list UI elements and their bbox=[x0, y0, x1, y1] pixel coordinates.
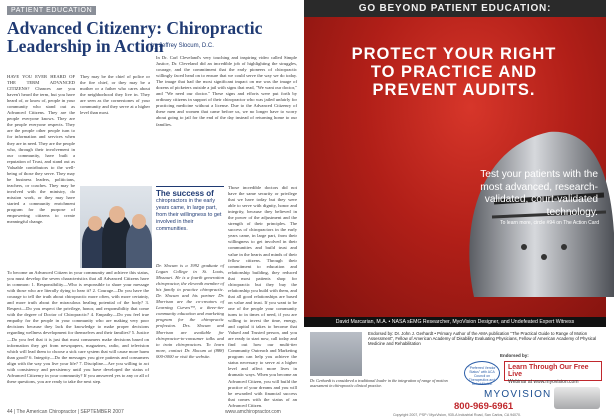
column-1b-text: To become an Advanced Citizen in your community and achieve this status, you must develop the seven characteristics that all Advanced Citizens have in common: 1. Responsibility—Who is responsible to share your message with those who are literally dying to hear it? 2. Courage—Do you have the courage to tell the truth about chiropractic more often, with more certainty, and more truth about the miraculous healing potential of the body? 3. Respect—Do you respect the privilege, honor, and responsibility that come with the degree of Doctor of Chiropractic? 4. Empathy—Do you feel true empathy for the people in your community who are making very poor decisions because they lack the knowledge to make proper decisions regarding wellness development for themselves and their families? 5. Justice—Do you feel that it is just that most consumers make decisions based on information they get from newspapers, magazines, radio, and television which will lead them to choose a sick care system that will cause more harm than good? 6. Integrity—Do the messages you give patients and consumers align with the way you live your life? 7. Discipline—Are you willing to act with consistency and persistency until you have developed the status of Advanced Citizenry in your community? If you answered yes to any or all of these questions, you are ready to take the next step. bbox=[7, 270, 149, 384]
ad-call-to-action: To learn more, circle #94 on The Action Card bbox=[500, 220, 599, 226]
phone-number[interactable]: 800-969-6961 bbox=[454, 401, 514, 412]
doctors-photo bbox=[80, 186, 152, 268]
webinar-headline: Learn Through Our Free Live bbox=[508, 364, 589, 378]
doctor-portrait bbox=[310, 332, 362, 376]
endorsement-text: Endorsed by: Dr. John J. Gerhardt • Primary Author of the AMA publication "The Practical Guide to Range of Motion Assessment", Fellow of American Academy of Disability Evaluating Physicians, Fellow of American Academy of Physical Medicine and Rehabilitation bbox=[368, 331, 597, 347]
column-2-text: They may be the chief of police or the fire chief, or they may be a mother or a father who cares about the neighborhood they live in. They are seen as the cornerstones of your community and they serve at a higher level than most. bbox=[80, 74, 150, 116]
article-column-3 bbox=[156, 55, 297, 185]
doctor-quote: Dr. Gerhardt is considered a traditional leader in the integration of range of motion assessment in chiropractic clinical practice. bbox=[310, 378, 448, 389]
article-column-4 bbox=[228, 185, 297, 408]
ad-headline: PROTECT YOUR RIGHT TO PRACTICE AND PREVENT AUDITS. bbox=[351, 45, 557, 99]
pull-quote-lead: The success of bbox=[156, 189, 214, 198]
article-column-1-continued bbox=[7, 270, 149, 404]
author-bio bbox=[156, 263, 224, 404]
webinar-box[interactable] bbox=[504, 361, 602, 385]
emg-device-image bbox=[554, 387, 600, 409]
advertisement-page bbox=[304, 0, 606, 420]
column-4-text: Those incredible doctors did not have the same security or privilege that we have today but they were able to serve with dignity, honor and integrity, because they believed in the power of the adjustment and the strength of their principles. The success of chiropractors in the early years came, in large part, from their willingness to get involved in their communities and build trust and value in the hearts and minds of their fellow citizens. Through their commitment to education and relationship building, they reduced that most patients shop for chiropractic but they buy the relationship you build with them, and that all good relationships are based on value and trust. If you want to be one of the people your community turns to in times of need, if you are willing to invest the time, energy, and capital it takes to become that Valued and Trusted person, and you are ready to start now, call today and find out how our multi-tier Community Outreach and Marketing program can help you achieve the status necessary to serve at a higher level and affect more lives in dramatic ways. When you become an Advanced Citizen, you will build the practice of your dreams and you will be rewarded with financial success that comes with the status of an Advanced Citizen. bbox=[228, 185, 297, 408]
section-tag: PATIENT EDUCATION bbox=[7, 6, 96, 15]
myovision-logo: MYOVISION bbox=[484, 389, 552, 400]
ad-bottom-panel bbox=[304, 327, 606, 420]
aca-vendor-badge: "Preferred Vendor Status" with ACA Council on Therapeutics and Rehabilitation bbox=[464, 361, 500, 385]
article-column-1 bbox=[7, 74, 75, 270]
ad-copyright: Copyright 2007, PSP / MyoVision, 935-A Industrial Road, San Carlos, CA 94070. bbox=[392, 413, 522, 417]
article-column-2 bbox=[80, 74, 150, 184]
article-page bbox=[0, 0, 302, 420]
column-1-text: HAVE YOU EVER HEARD OF THE TERM ADVANCED CITIZENS? Chances are you haven't heard the term, but you have heard of, or know of, people in your community who stand out as Advanced Citizens. They are the people everyone knows. They are the people everyone respects. They are the people other people turn to for information and services when they are in need. They are the people who, through their involvement in our community, have built a reputation of Trust, and stand out as Valuable contributors to the well-being of those they serve. They may be business leaders, politicians, teachers, or coaches. They may be involved with the ministry, do mission work, or they may have started a community enrichment program for the purpose of empowering citizens to create meaningful change. bbox=[7, 74, 75, 225]
footer-url: www.amchiropractor.com bbox=[225, 409, 281, 415]
ad-hero-image bbox=[304, 17, 606, 317]
pull-quote bbox=[156, 186, 224, 233]
ad-tagline: Test your patients with the most advanced, research-validated, court-validated technology. bbox=[480, 169, 598, 218]
article-headline: Advanced Citizenry: Chiropractic Leadership in Action bbox=[7, 18, 263, 56]
pull-quote-text: chiropractors in the early years came, in large part, from their willingness to get involved in their communities. bbox=[156, 198, 222, 232]
author-bio-text: Dr. Slocum is a 1992 graduate of Logan College in St. Louis, Missouri. He is a fourth generation chiropractor, the eleventh member of his family to practice chiropractic. Dr. Slocum and his partner Dr. Morrison are the co-creators of Learning Curves™, a three-tier community education and marketing program for the chiropractic profession. Drs. Slocum and Morrison are available for chiropractor-to-consumer talks and to train chiropractors. To learn more, contact Dr. Slocum at (888) 000-0000 or visit the website. bbox=[156, 263, 224, 359]
byline: by Jeffrey Slocum, D.C. bbox=[151, 43, 214, 49]
ad-top-banner: GO BEYOND PATIENT EDUCATION: bbox=[304, 0, 606, 17]
page-footer: 44 | The American Chiropractor | SEPTEMBER 2007 bbox=[7, 409, 124, 415]
ad-credentials-bar: David Marcarian, M.A. • NASA sEMG Researcher, MyoVision Designer, and Undefeated Expert Witness bbox=[304, 317, 606, 327]
column-3-text: In Dr. Carl Cleveland's very touching and inspiring video called Simple Justice, Dr. Cleveland did an incredible job of highlighting the struggles, courage, and the commitment that the early pioneers of chiropractic willingly faced head on to ensure that we could serve the way we do today. The image that had the most significant impact on me was the image of dozens of picketers outside a jail with signs that read, "We want our doctor," and "We need our doctor." These signs and efforts were put forth by ordinary citizens in support of their chiropractor who was jailed unfairly for practicing medicine without a license. Due to the Advanced Citizenry of these men and women that came before us, we no longer have to worry about going to jail for the end of the day instead of returning home to our families. bbox=[156, 55, 297, 127]
webinar-link[interactable]: Webinar at www.myovision.com bbox=[508, 379, 579, 385]
endorsed-by-label: Endorsed by: bbox=[500, 353, 529, 358]
